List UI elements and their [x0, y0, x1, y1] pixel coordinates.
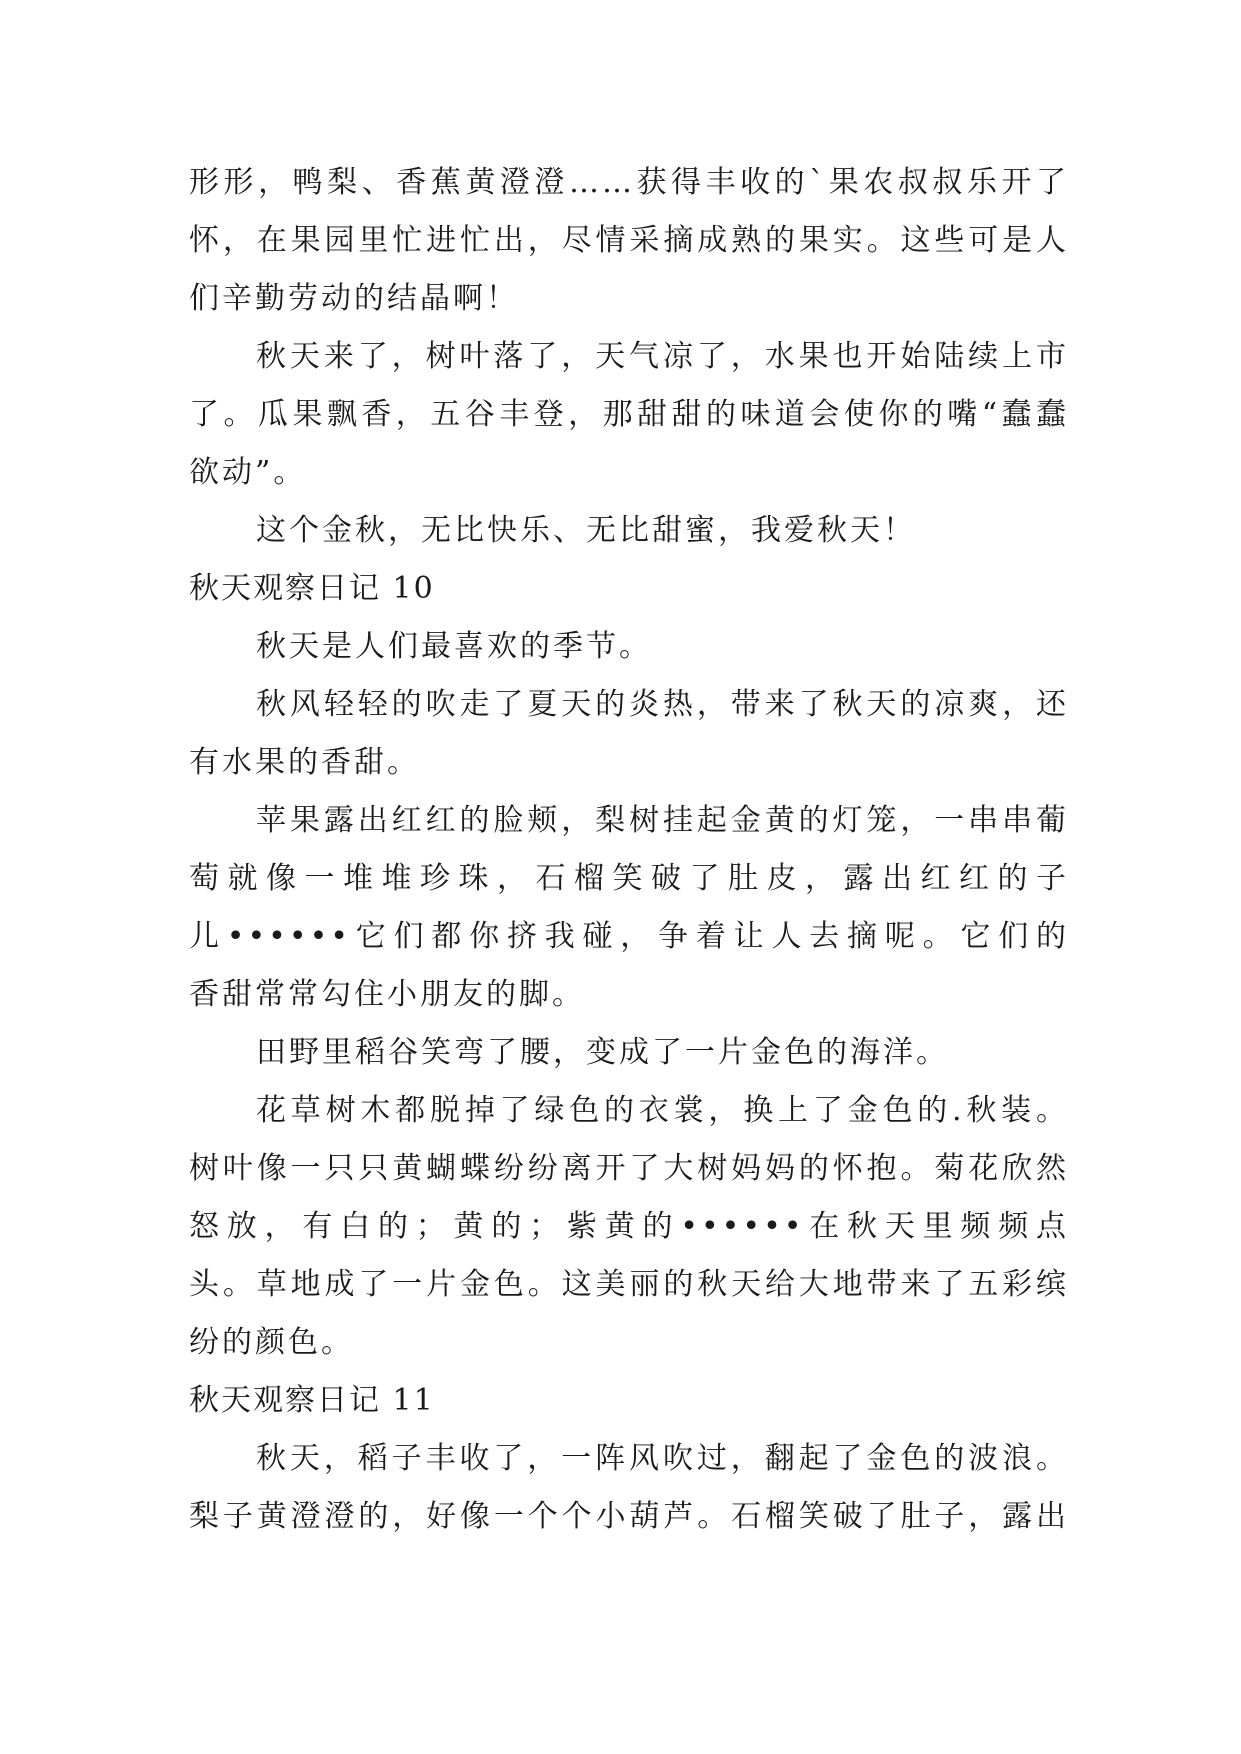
- text-line: 梨子黄澄澄的，好像一个个小葫芦。石榴笑破了肚子，露出: [189, 1499, 1069, 1534]
- paragraph-start: 田野里稻谷笑弯了腰，变成了一片金色的海洋。: [256, 1035, 949, 1070]
- text-line: 纷的颜色。: [189, 1325, 354, 1360]
- text-line: 香甜常常勾住小朋友的脚。: [189, 977, 585, 1012]
- paragraph-start: 这个金秋，无比快乐、无比甜蜜，我爱秋天！: [256, 513, 916, 548]
- paragraph-start: 花草树木都脱掉了绿色的衣裳，换上了金色的.秋装。: [256, 1093, 1069, 1128]
- text-line: 形形，鸭梨、香蕉黄澄澄……获得丰收的`果农叔叔乐开了: [189, 165, 1069, 200]
- text-line: 树叶像一只只黄蝴蝶纷纷离开了大树妈妈的怀抱。菊花欣然: [189, 1151, 1069, 1186]
- paragraph-start: 秋风轻轻的吹走了夏天的炎热，带来了秋天的凉爽，还: [256, 687, 1069, 722]
- text-line: 萄就像一堆堆珍珠，石榴笑破了肚皮，露出红红的子: [189, 861, 1069, 896]
- text-line: 欲动”。: [189, 455, 307, 490]
- paragraph-start: 秋天是人们最喜欢的季节。: [256, 629, 652, 664]
- text-line: 有水果的香甜。: [189, 745, 420, 780]
- document-body: [189, 154, 1069, 1546]
- text-line: 们辛勤劳动的结晶啊！: [189, 281, 519, 316]
- section-heading: 秋天观察日记 10: [189, 571, 435, 606]
- text-line: 了。瓜果飘香，五谷丰登，那甜甜的味道会使你的嘴“蠢蠢: [189, 397, 1069, 432]
- paragraph-start: 秋天，稻子丰收了，一阵风吹过，翻起了金色的波浪。: [256, 1441, 1069, 1476]
- text-line: 儿••••••它们都你挤我碰，争着让人去摘呢。它们的: [189, 919, 1069, 954]
- text-line: 怒放，有白的；黄的；紫黄的••••••在秋天里频频点: [189, 1209, 1069, 1244]
- text-line: 头。草地成了一片金色。这美丽的秋天给大地带来了五彩缤: [189, 1267, 1069, 1302]
- paragraph-start: 苹果露出红红的脸颊，梨树挂起金黄的灯笼，一串串葡: [256, 803, 1069, 838]
- text-line: 怀，在果园里忙进忙出，尽情采摘成熟的果实。这些可是人: [189, 223, 1069, 258]
- paragraph-start: 秋天来了，树叶落了，天气凉了，水果也开始陆续上市: [256, 339, 1069, 374]
- section-heading: 秋天观察日记 11: [189, 1383, 435, 1418]
